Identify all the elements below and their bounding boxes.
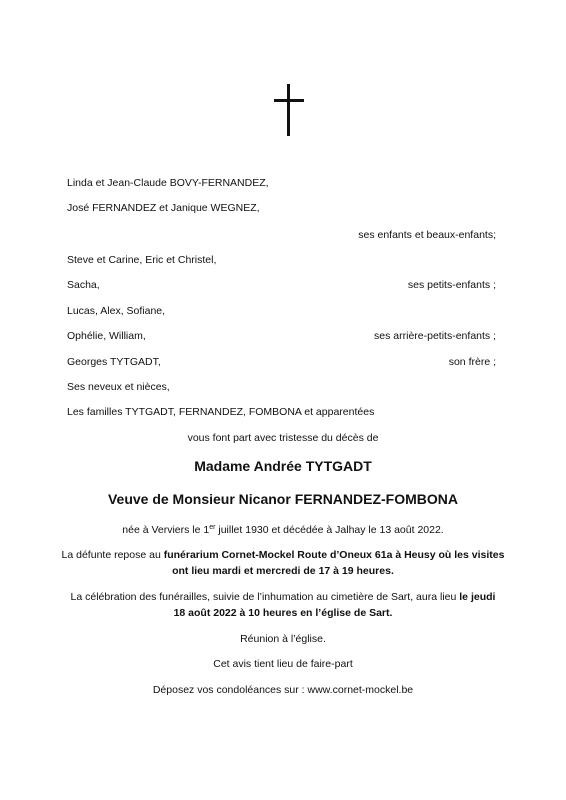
role-great-grandchildren: ses arrière-petits-enfants ; xyxy=(374,330,496,342)
widow-line: Veuve de Monsieur Nicanor FERNANDEZ-FOMBONA xyxy=(107,491,459,507)
funeral-home-text: funérarium Cornet-Mockel Route d’Oneux 61a à Heusy où les visites xyxy=(163,549,505,561)
cross-icon xyxy=(274,84,304,136)
family-line-grandchildren-1: Steve et Carine, Eric et Christel, xyxy=(67,254,217,266)
role-grandchildren: ses petits-enfants ; xyxy=(407,279,496,291)
role-children: ses enfants et beaux-enfants; xyxy=(358,229,496,241)
birth-ordinal: er xyxy=(209,524,216,531)
rest-line-2 xyxy=(0,565,566,578)
family-line-grandchildren-2: Sacha, xyxy=(67,279,100,291)
meeting-text: Réunion à l’église. xyxy=(240,633,326,645)
rest-line-1 xyxy=(0,549,566,562)
notice-text: Cet avis tient lieu de faire-part xyxy=(213,658,353,670)
ceremony-line-1 xyxy=(0,591,566,604)
condolences-label: Déposez vos condoléances sur : xyxy=(152,684,308,696)
ceremony-line-2 xyxy=(0,607,566,620)
ceremony-day: le jeudi xyxy=(459,591,496,603)
ceremony-date-place: 18 août 2022 à 10 heures en l’église de Sart. xyxy=(173,607,393,619)
family-line-great-grandchildren-1: Lucas, Alex, Sofiane, xyxy=(67,305,166,317)
role-brother: son frère ; xyxy=(448,356,496,368)
family-line-children-2: José FERNANDEZ et Janique WEGNEZ, xyxy=(67,202,260,214)
rest-text: La défunte repose au xyxy=(61,549,164,561)
condolences-line xyxy=(0,684,566,697)
ceremony-text: La célébration des funérailles, suivie de l’inhumation au cimetière de Sart, aura lieu xyxy=(70,591,460,603)
announcement-text: vous font part avec tristesse du décès de xyxy=(187,432,379,444)
family-line-children-1: Linda et Jean-Claude BOVY-FERNANDEZ, xyxy=(67,177,269,189)
deceased-name: Madame Andrée TYTGADT xyxy=(194,458,372,474)
birth-text-b: juillet 1930 et décédée à Jalhay le 13 août 2022. xyxy=(215,524,444,536)
condolences-link[interactable]: www.cornet-mockel.be xyxy=(307,684,414,696)
family-line-great-grandchildren-2: Ophélie, William, xyxy=(67,330,146,342)
family-line-brother: Georges TYTGADT, xyxy=(67,356,161,368)
family-line-nephews: Ses neveux et nièces, xyxy=(67,381,170,393)
visiting-hours-text: ont lieu mardi et mercredi de 17 à 19 heures. xyxy=(172,565,394,577)
birth-text-a: née à Verviers le 1 xyxy=(122,524,210,536)
birth-death-line xyxy=(0,524,566,537)
family-line-families: Les familles TYTGADT, FERNANDEZ, FOMBONA et apparentées xyxy=(67,406,375,418)
